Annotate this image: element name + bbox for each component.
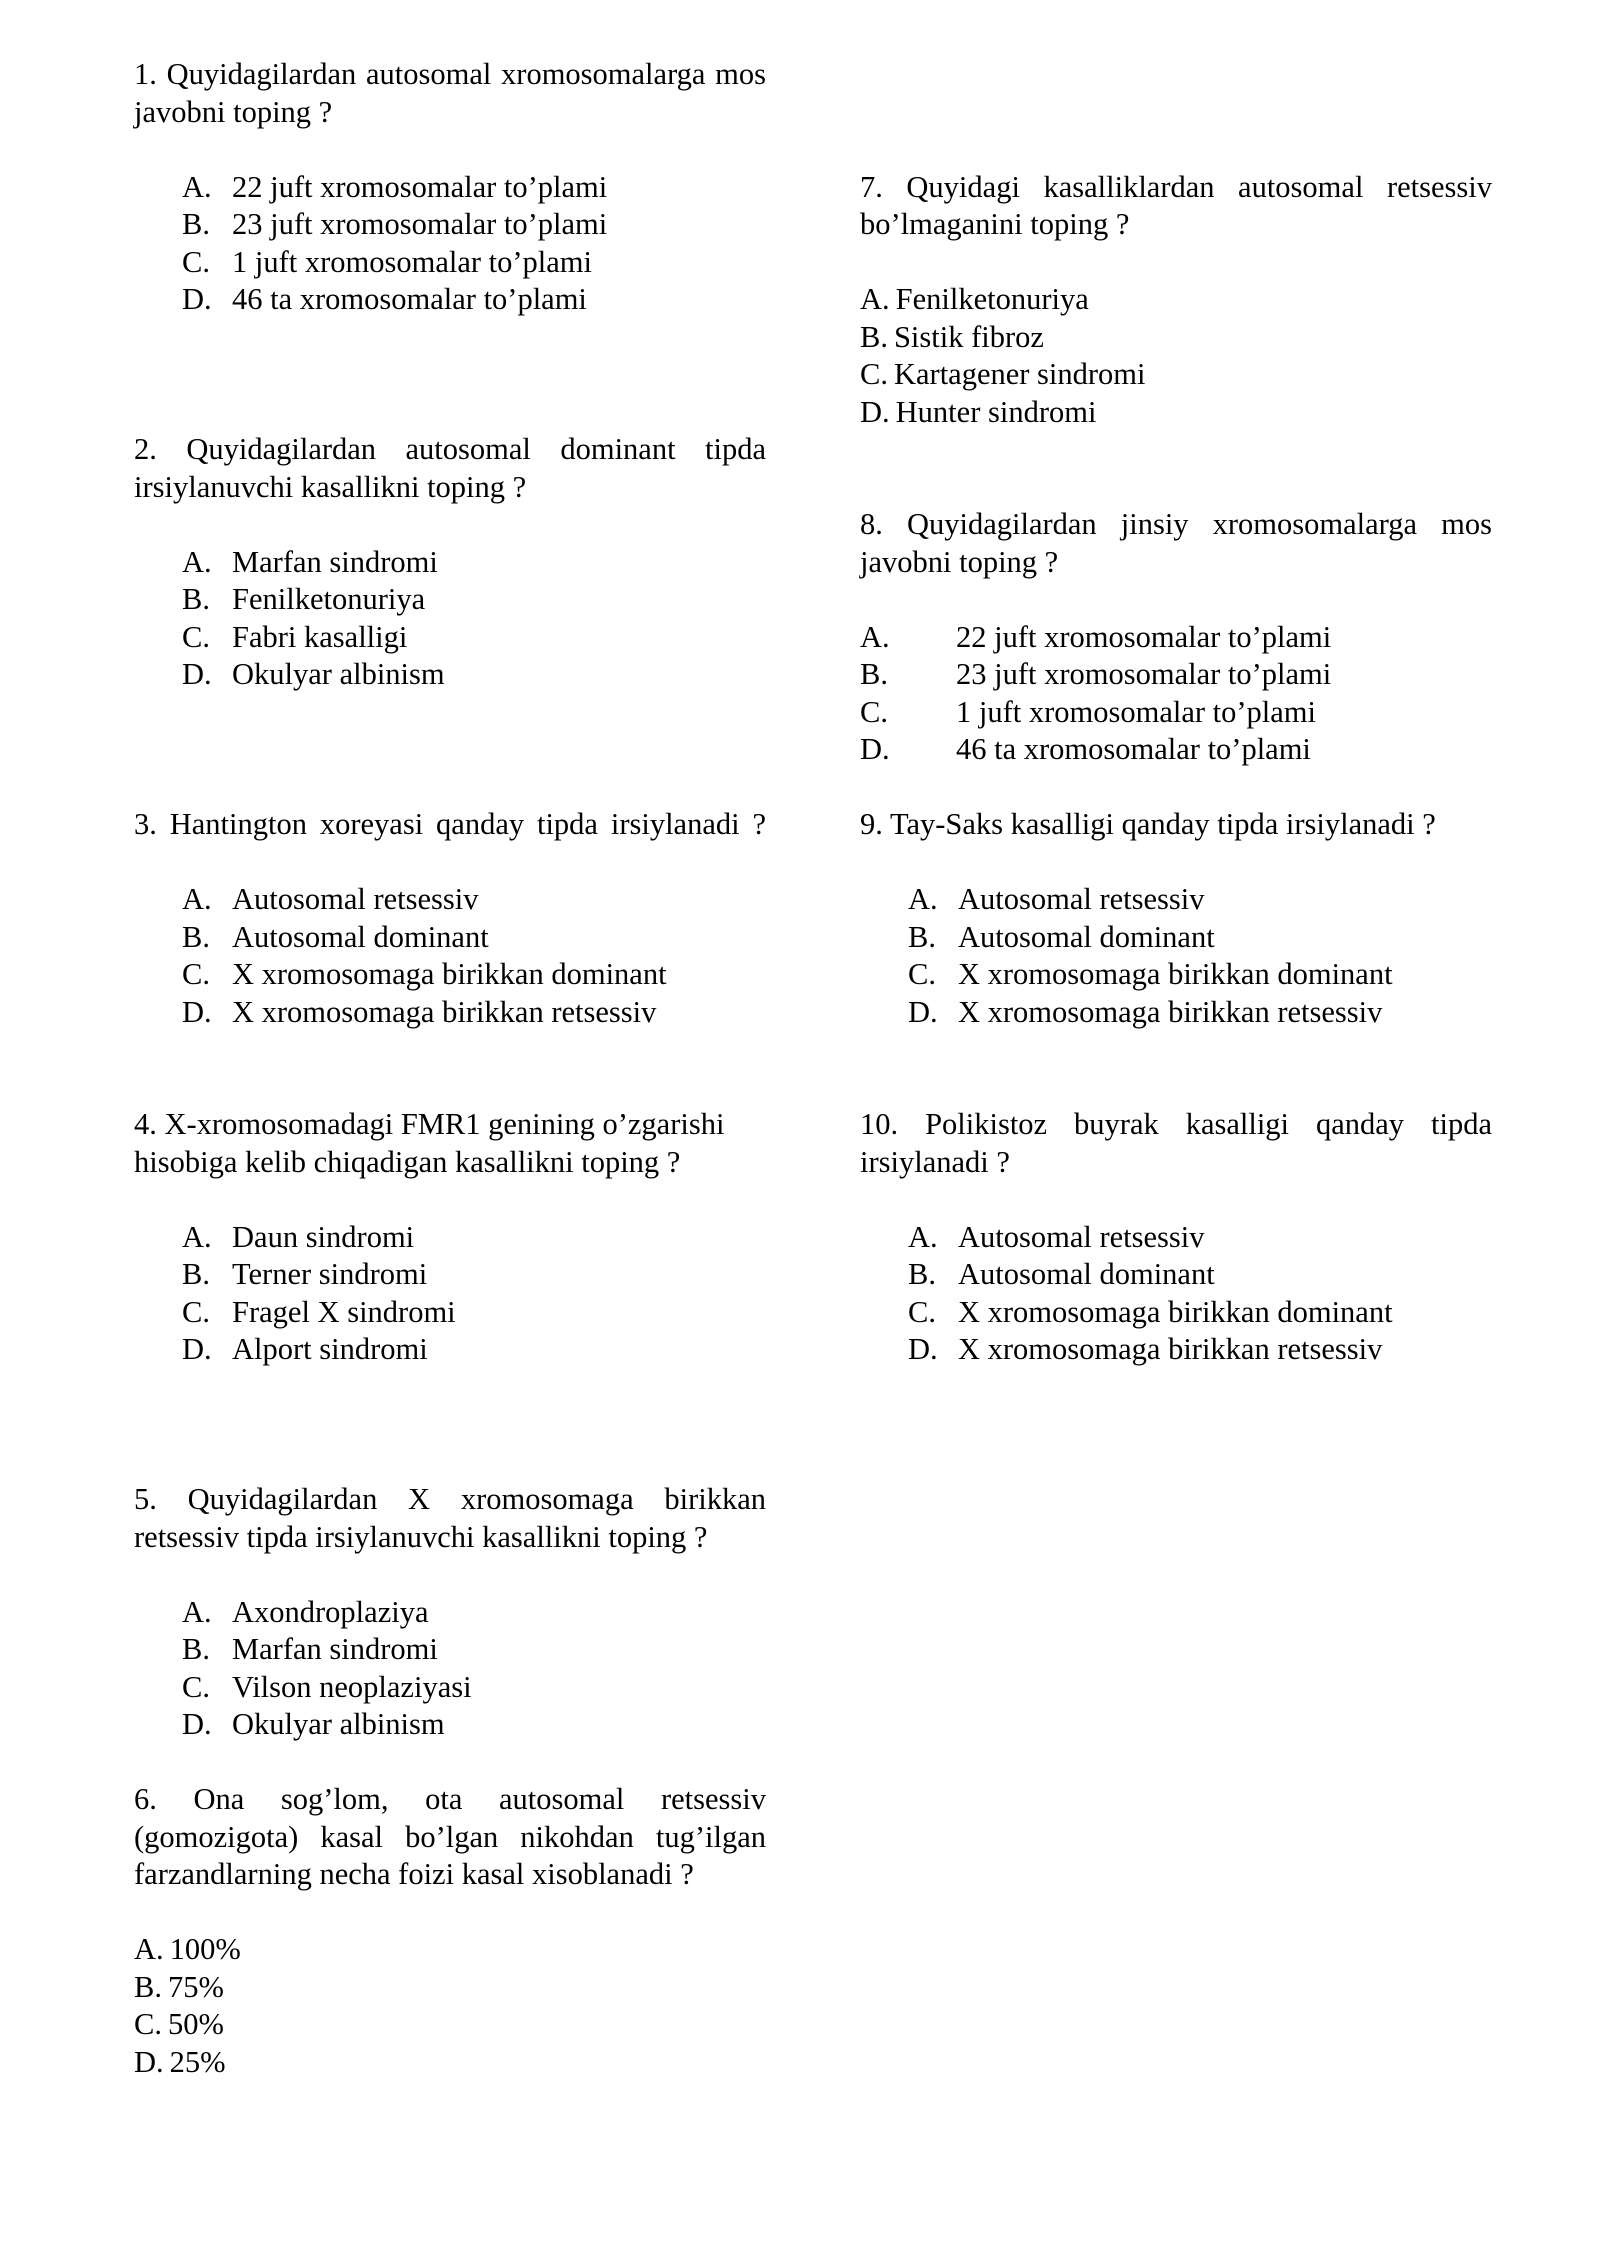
- question-1-option-a[interactable]: [134, 169, 766, 207]
- question-9-option-c[interactable]: [860, 956, 1492, 994]
- question-3-option-c[interactable]: [134, 956, 766, 994]
- option-text: X xromosomaga birikkan dominant: [232, 957, 667, 991]
- question-4-option-a[interactable]: [134, 1219, 766, 1257]
- option-letter: A.: [860, 619, 890, 654]
- option-letter: D.: [182, 1332, 212, 1366]
- question-9-option-d[interactable]: [860, 994, 1492, 1032]
- option-text: 22 juft xromosomalar to’plami: [232, 169, 608, 204]
- option-text: 1 juft xromosomalar to’plami: [956, 694, 1316, 729]
- question-10-option-d[interactable]: [860, 1331, 1492, 1369]
- option-text: Autosomal dominant: [232, 919, 489, 954]
- option-letter: D.: [182, 282, 212, 316]
- option-letter: D.: [134, 2044, 164, 2079]
- question-8-option-c[interactable]: [860, 694, 1492, 732]
- question-10-option-a[interactable]: [860, 1219, 1492, 1257]
- question-4-option-b[interactable]: [134, 1256, 766, 1294]
- question-8-option-b[interactable]: [860, 656, 1492, 694]
- option-letter: A.: [182, 544, 212, 579]
- option-letter: C.: [908, 957, 936, 991]
- question-10-text: 10. Polikistoz buyrak kasalligi qanday tipda irsiylanadi ?: [860, 1107, 1492, 1179]
- question-5-options: [134, 1594, 766, 1744]
- question-3-option-a[interactable]: [134, 881, 766, 919]
- question-6-option-a[interactable]: [134, 1931, 766, 1969]
- question-4-option-c[interactable]: [134, 1294, 766, 1332]
- question-10-option-b[interactable]: [860, 1256, 1492, 1294]
- option-text: Marfan sindromi: [232, 1632, 438, 1666]
- option-text: 25%: [169, 2044, 226, 2079]
- question-6-option-d[interactable]: [134, 2044, 766, 2082]
- option-letter: C.: [182, 244, 210, 279]
- option-letter: C.: [860, 694, 888, 729]
- question-9-option-a[interactable]: [860, 881, 1492, 919]
- question-6-text: 6. Ona sog’lom, ota autosomal retsessiv (gomozigota) kasal bo’lgan nikohdan tug’ilgan farzandlarning necha foizi kasal xisoblanadi ?: [134, 1782, 766, 1891]
- question-9-options: [860, 881, 1492, 1031]
- option-text: Autosomal retsessiv: [958, 1219, 1205, 1254]
- option-letter: D.: [182, 994, 212, 1029]
- question-10-options: [860, 1219, 1492, 1369]
- question-6-options: [134, 1931, 766, 2081]
- option-text: 23 juft xromosomalar to’plami: [956, 657, 1332, 691]
- question-1-text: 1. Quyidagilardan autosomal xromosomalarga mos javobni toping ?: [134, 57, 766, 129]
- option-text: 22 juft xromosomalar to’plami: [956, 619, 1332, 654]
- option-letter: B.: [182, 919, 210, 954]
- question-6-option-b[interactable]: [134, 1969, 766, 2007]
- question-1-option-c[interactable]: [134, 244, 766, 282]
- question-8-options: [860, 619, 1492, 769]
- question-2-option-d[interactable]: [134, 656, 766, 694]
- question-7-option-d[interactable]: [860, 394, 1492, 432]
- option-text: X xromosomaga birikkan retsessiv: [232, 994, 657, 1029]
- option-text: Daun sindromi: [232, 1219, 415, 1254]
- option-letter: B.: [860, 319, 888, 354]
- left-column: [134, 56, 766, 2081]
- option-letter: B.: [134, 1969, 162, 2004]
- option-text: Okulyar albinism: [232, 1707, 445, 1741]
- option-letter: A.: [182, 882, 212, 916]
- option-letter: D.: [908, 994, 938, 1029]
- question-10-option-c[interactable]: [860, 1294, 1492, 1332]
- option-letter: B.: [860, 657, 888, 691]
- option-text: Autosomal dominant: [958, 919, 1215, 954]
- option-letter: D.: [182, 657, 212, 691]
- question-5-option-d[interactable]: [134, 1706, 766, 1744]
- question-5-option-a[interactable]: [134, 1594, 766, 1632]
- option-text: 23 juft xromosomalar to’plami: [232, 207, 608, 241]
- question-8-text: 8. Quyidagilardan jinsiy xromosomalarga mos javobni toping ?: [860, 507, 1492, 579]
- question-4-option-d[interactable]: [134, 1331, 766, 1369]
- question-7-option-a[interactable]: [860, 281, 1492, 319]
- option-letter: A.: [908, 1219, 938, 1254]
- option-text: Sistik fibroz: [893, 319, 1044, 354]
- question-2-option-a[interactable]: [134, 544, 766, 582]
- question-7-option-c[interactable]: [860, 356, 1492, 394]
- option-letter: A.: [182, 169, 212, 204]
- question-8-option-a[interactable]: [860, 619, 1492, 657]
- option-letter: A.: [182, 1219, 212, 1254]
- option-text: X xromosomaga birikkan retsessiv: [958, 994, 1383, 1029]
- question-7-option-b[interactable]: [860, 319, 1492, 357]
- question-7-text: 7. Quyidagi kasalliklardan autosomal retsessiv bo’lmaganini toping ?: [860, 169, 1492, 241]
- option-letter: A.: [908, 882, 938, 916]
- question-1-options: [134, 169, 766, 319]
- option-letter: C.: [908, 1294, 936, 1329]
- option-text: Axondroplaziya: [232, 1594, 429, 1629]
- option-letter: C.: [134, 2007, 162, 2041]
- option-letter: D.: [182, 1707, 212, 1741]
- option-letter: B.: [182, 582, 210, 616]
- question-5-option-b[interactable]: [134, 1631, 766, 1669]
- question-1-option-b[interactable]: [134, 206, 766, 244]
- option-text: 100%: [169, 1932, 241, 1966]
- option-letter: C.: [182, 1294, 210, 1329]
- option-text: 1 juft xromosomalar to’plami: [232, 244, 592, 279]
- option-letter: B.: [908, 919, 936, 954]
- option-text: Marfan sindromi: [232, 544, 438, 579]
- option-text: Alport sindromi: [232, 1332, 428, 1366]
- option-text: Kartagener sindromi: [893, 357, 1146, 391]
- question-3-option-b[interactable]: [134, 919, 766, 957]
- option-letter: A.: [134, 1932, 164, 1966]
- question-4-text: 4. X-xromosomadagi FMR1 genining o’zgarishi hisobiga kelib chiqadigan kasallikni toping ?: [134, 1107, 725, 1179]
- right-column: [860, 169, 1492, 1369]
- option-text: Autosomal retsessiv: [232, 882, 479, 916]
- option-text: Okulyar albinism: [232, 657, 445, 691]
- question-6-option-c[interactable]: [134, 2006, 766, 2044]
- question-3-text: 3. Hantington xoreyasi qanday tipda irsiylanadi ?: [134, 807, 766, 841]
- question-9-option-b[interactable]: [860, 919, 1492, 957]
- option-text: 50%: [167, 2007, 224, 2041]
- option-text: 75%: [167, 1969, 224, 2004]
- option-letter: B.: [182, 1632, 210, 1666]
- option-letter: C.: [182, 619, 210, 654]
- question-4-options: [134, 1219, 766, 1369]
- question-2-option-c[interactable]: [134, 619, 766, 657]
- option-text: X xromosomaga birikkan dominant: [958, 1294, 1393, 1329]
- option-text: Vilson neoplaziyasi: [232, 1669, 472, 1704]
- option-text: Terner sindromi: [232, 1257, 428, 1291]
- option-letter: C.: [860, 357, 888, 391]
- option-text: X xromosomaga birikkan dominant: [958, 957, 1393, 991]
- question-3-options: [134, 881, 766, 1031]
- option-text: Fenilketonuriya: [232, 582, 426, 616]
- question-2-option-b[interactable]: [134, 581, 766, 619]
- option-text: X xromosomaga birikkan retsessiv: [958, 1332, 1383, 1366]
- question-5-text: 5. Quyidagilardan X xromosomaga birikkan retsessiv tipda irsiylanuvchi kasallikni toping ?: [134, 1482, 766, 1554]
- option-letter: D.: [860, 394, 890, 429]
- option-letter: D.: [860, 732, 890, 766]
- option-letter: D.: [908, 1332, 938, 1366]
- question-9-text: 9. Tay-Saks kasalligi qanday tipda irsiylanadi ?: [860, 807, 1436, 841]
- question-8-option-d[interactable]: [860, 731, 1492, 769]
- option-letter: B.: [182, 1257, 210, 1291]
- question-1-option-d[interactable]: [134, 281, 766, 319]
- question-7-options: [860, 281, 1492, 431]
- option-text: Fragel X sindromi: [232, 1294, 456, 1329]
- question-3-option-d[interactable]: [134, 994, 766, 1032]
- question-2-options: [134, 544, 766, 694]
- option-letter: B.: [182, 207, 210, 241]
- option-text: Autosomal retsessiv: [958, 882, 1205, 916]
- option-text: Fabri kasalligi: [232, 619, 408, 654]
- option-letter: B.: [908, 1257, 936, 1291]
- option-letter: A.: [860, 282, 890, 316]
- question-2-text: 2. Quyidagilardan autosomal dominant tipda irsiylanuvchi kasallikni toping ?: [134, 432, 766, 504]
- option-letter: C.: [182, 1669, 210, 1704]
- question-5-option-c[interactable]: [134, 1669, 766, 1707]
- option-text: Hunter sindromi: [895, 394, 1097, 429]
- option-letter: C.: [182, 957, 210, 991]
- option-text: 46 ta xromosomalar to’plami: [956, 732, 1311, 766]
- option-text: Autosomal dominant: [958, 1257, 1215, 1291]
- option-letter: A.: [182, 1594, 212, 1629]
- option-text: Fenilketonuriya: [895, 282, 1089, 316]
- option-text: 46 ta xromosomalar to’plami: [232, 282, 587, 316]
